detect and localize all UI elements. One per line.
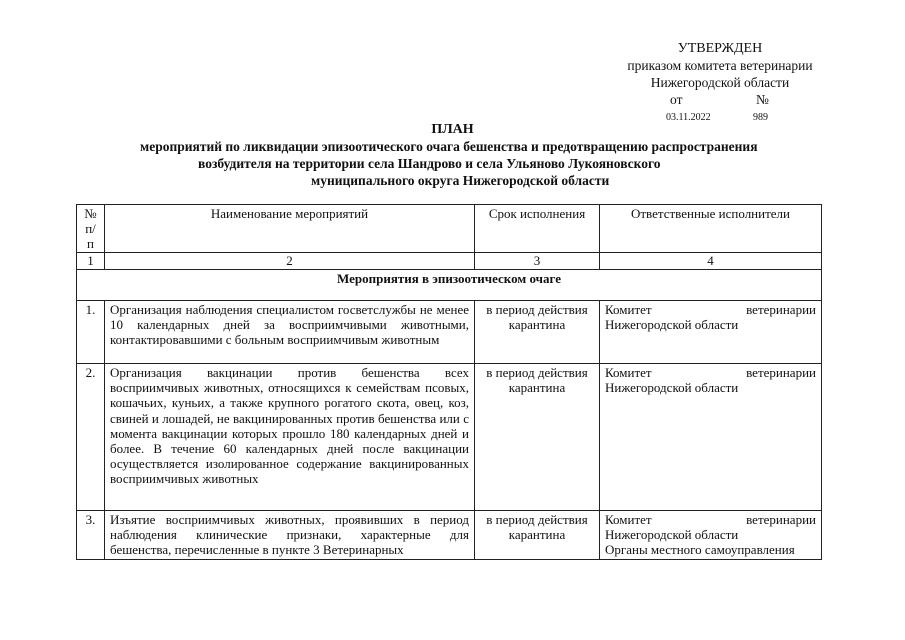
responsible-line: Нижегородской области bbox=[605, 527, 739, 543]
row-measure: Организация наблюдения специалистом госветслужбы не менее 10 календарных дней за восприимчивыми животными, контактировавшими с больным восприимчивым животным bbox=[105, 301, 475, 364]
header-name: Наименование мероприятий bbox=[105, 205, 475, 253]
header-term: Срок исполнения bbox=[475, 205, 600, 253]
approval-heading: УТВЕРЖДЕН bbox=[677, 41, 763, 56]
row-responsible bbox=[600, 301, 822, 364]
plan-subtitle-line-3: муниципального округа Нижегородской области bbox=[311, 173, 610, 188]
approval-date-values bbox=[600, 108, 840, 122]
header-number: № п/п bbox=[77, 205, 105, 253]
row-term: в период действия карантина bbox=[475, 511, 600, 560]
row-responsible bbox=[600, 364, 822, 511]
responsible-line: Органы местного самоуправления bbox=[605, 542, 795, 558]
section-title: Мероприятия в эпизоотическом очаге bbox=[77, 270, 822, 301]
approval-date: 03.11.2022 bbox=[666, 112, 711, 123]
plan-subtitle-line-2: возбудителя на территории села Шандрово и села Ульяново Лукояновского bbox=[198, 156, 661, 171]
approval-region: Нижегородской области bbox=[650, 75, 790, 90]
row-number: 2. bbox=[77, 364, 105, 511]
plan-title: ПЛАН bbox=[431, 122, 474, 137]
approval-number: 989 bbox=[753, 112, 768, 123]
column-index: 2 bbox=[105, 253, 475, 270]
responsible-line: Нижегородской области bbox=[605, 380, 739, 396]
row-measure: Изъятие восприимчивых животных, проявивших в период наблюдения клинические признаки, характерные для бешенства, перечисленные в пункте 3 Ветеринарных bbox=[105, 511, 475, 560]
date-label: от bbox=[670, 92, 683, 107]
header-responsible: Ответственные исполнители bbox=[600, 205, 822, 253]
table-header-row bbox=[77, 205, 822, 253]
row-term: в период действия карантина bbox=[475, 301, 600, 364]
plan-table bbox=[76, 204, 822, 560]
approval-date-labels bbox=[600, 91, 840, 108]
responsible-line: Комитет ветеринарии bbox=[605, 365, 816, 380]
row-measure: Организация вакцинации против бешенства всех восприимчивых животных, относящихся к семействам псовых, кошачьих, куньих, а также крупного рогатого скота, овец, коз, свиней и лошадей, не вакцинированных против бешенства или с момента вакцинации которых прошло 180 календарных дней и более. В течение 60 календарных дней после вакцинации осуществляется изолированное содержание вакцинированных восприимчивых животных bbox=[105, 364, 475, 511]
responsible-line: Нижегородской области bbox=[605, 317, 739, 333]
number-label: № bbox=[756, 92, 769, 107]
row-term: в период действия карантина bbox=[475, 364, 600, 511]
section-row bbox=[77, 270, 822, 301]
plan-subtitle-line-1: мероприятий по ликвидации эпизоотического очага бешенства и предотвращению распространения bbox=[140, 139, 758, 154]
column-index: 3 bbox=[475, 253, 600, 270]
responsible-line: Комитет ветеринарии bbox=[605, 302, 816, 317]
approval-order: приказом комитета ветеринарии bbox=[627, 58, 813, 73]
table-row bbox=[77, 511, 822, 560]
approval-stamp bbox=[600, 40, 840, 122]
row-number: 3. bbox=[77, 511, 105, 560]
column-index: 1 bbox=[77, 253, 105, 270]
column-index-row bbox=[77, 253, 822, 270]
table-row bbox=[77, 301, 822, 364]
row-number: 1. bbox=[77, 301, 105, 364]
table-row bbox=[77, 364, 822, 511]
row-responsible bbox=[600, 511, 822, 560]
responsible-line: Комитет ветеринарии bbox=[605, 512, 816, 527]
column-index: 4 bbox=[600, 253, 822, 270]
